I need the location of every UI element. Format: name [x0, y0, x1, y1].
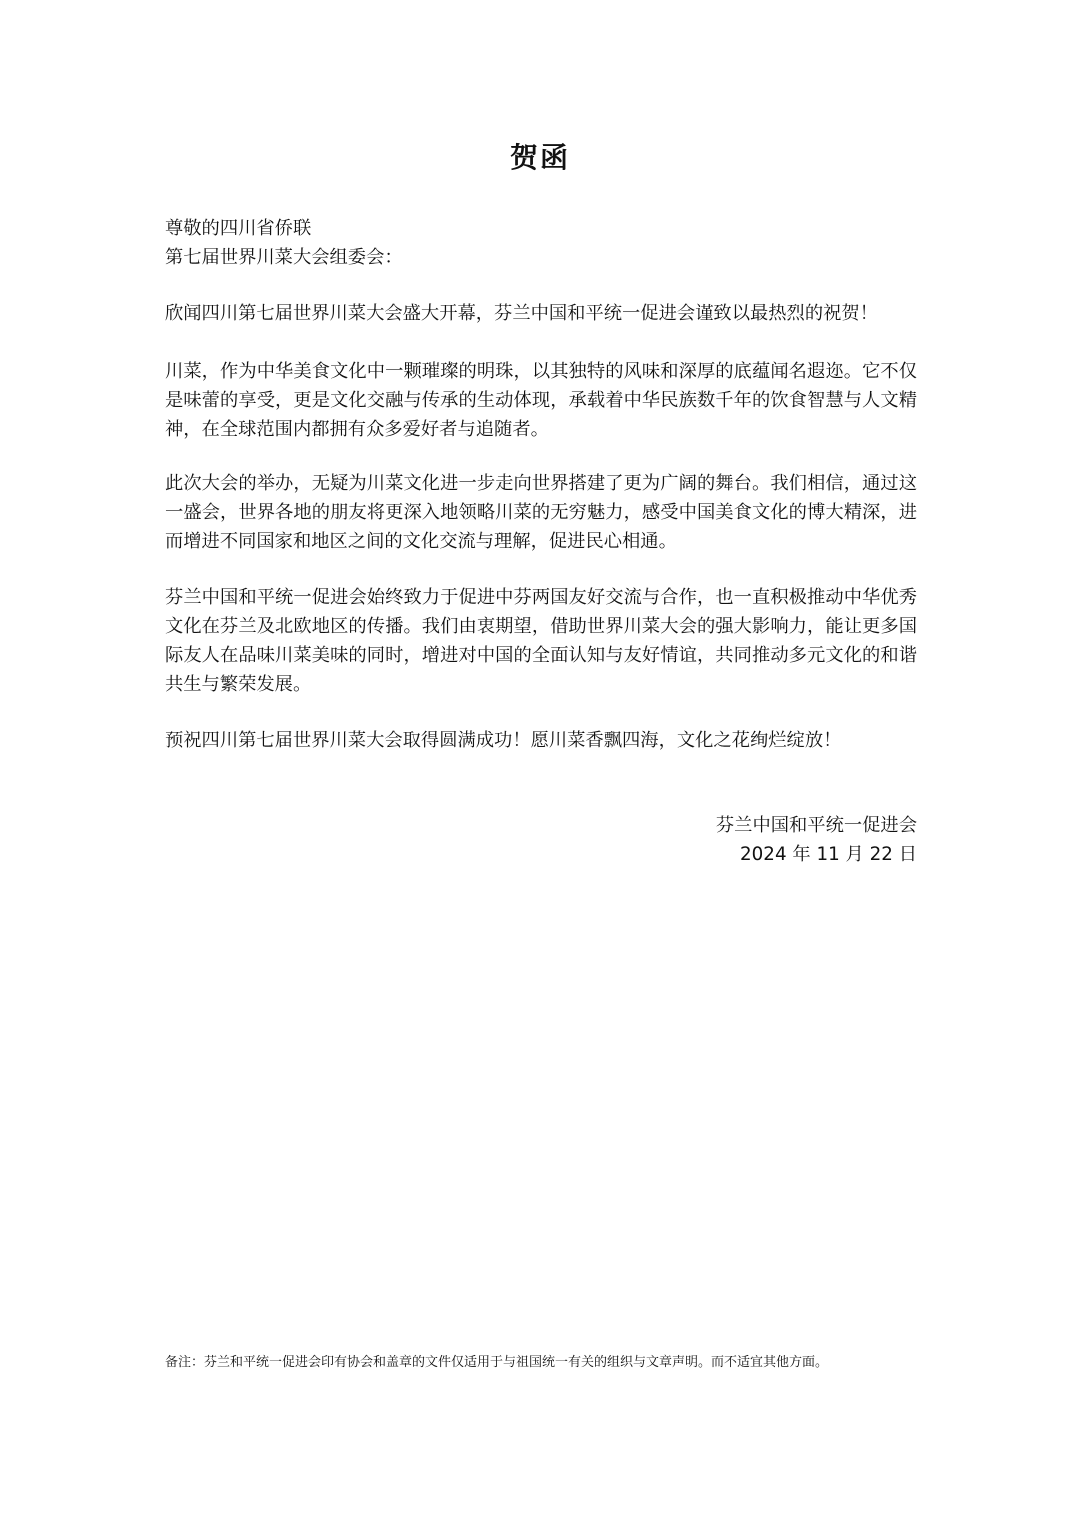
signature-organization: 芬兰中国和平统一促进会	[715, 815, 917, 836]
footnote: 备注：芬兰和平统一促进会印有协会和盖章的文件仅适用于与祖国统一有关的组织与文章声明。而不适宜其他方面。	[165, 1355, 829, 1370]
letter-title: 贺函	[509, 141, 570, 174]
signature-block	[716, 811, 917, 869]
paragraph-sichuan-cuisine: 川菜，作为中华美食文化中一颗璀璨的明珠，以其独特的风味和深厚的底蕴闻名遐迩。它不仅是味蕾的享受，更是文化交融与传承的生动体现，承载着中华民族数千年的饮食智慧与人文精神，在全球范围内都拥有众多爱好者与追随者。	[165, 361, 917, 440]
paragraph-association: 芬兰中国和平统一促进会始终致力于促进中芬两国友好交流与合作，也一直积极推动中华优秀文化在芬兰及北欧地区的传播。我们由衷期望，借助世界川菜大会的强大影响力，能让更多国际友人在品味川菜美味的同时，增进对中国的全面认知与友好情谊，共同推动多元文化的和谐共生与繁荣发展。	[165, 587, 917, 695]
paragraph-conference: 此次大会的举办，无疑为川菜文化进一步走向世界搭建了更为广阔的舞台。我们相信，通过这一盛会，世界各地的朋友将更深入地领略川菜的无穷魅力，感受中国美食文化的博大精深，进而增进不同国家和地区之间的文化交流与理解，促进民心相通。	[165, 473, 917, 552]
paragraph-congratulation: 欣闻四川第七届世界川菜大会盛大开幕，芬兰中国和平统一促进会谨致以最热烈的祝贺！	[165, 303, 878, 324]
salutation-line-1: 尊敬的四川省侨联	[165, 218, 312, 239]
salutation	[165, 214, 917, 272]
salutation-line-2: 第七届世界川菜大会组委会：	[165, 247, 403, 268]
paragraph-wishes: 预祝四川第七届世界川菜大会取得圆满成功！愿川菜香飘四海，文化之花绚烂绽放！	[165, 730, 842, 751]
signature-date: 2024 年 11 月 22 日	[740, 844, 917, 865]
